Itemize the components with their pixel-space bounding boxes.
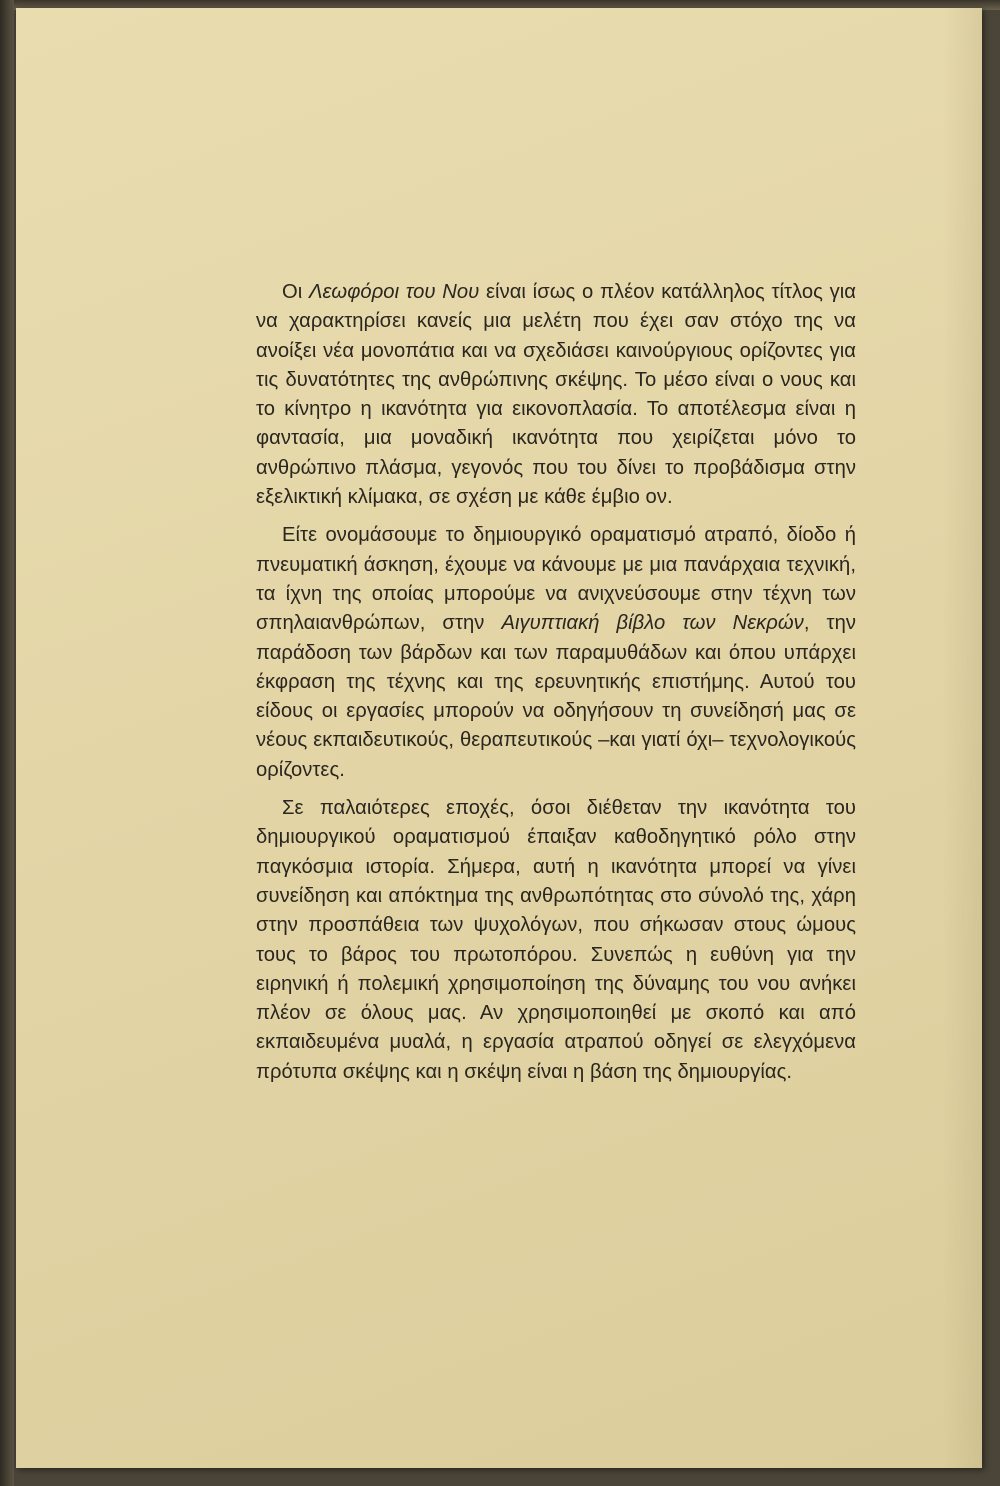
paragraph-2-text-before: Είτε ονομάσουμε το δημιουργικό οραματισμό ατραπό, δίοδο ή πνευματική άσκηση, έχουμε να κάνουμε με μια πανάρχαια τεχνική, τα ίχνη της οποίας μπορούμε να ανιχνεύσουμε στην τέχνη των σπηλαιανθρώπων, στην <box>256 524 856 635</box>
book-title-italic: Λεωφόροι του Νου <box>308 281 480 303</box>
blurb-paragraph-2 <box>256 521 856 785</box>
paragraph-3-text: Σε παλαιότερες εποχές, όσοι διέθεταν την ικανότητα του δημιουργικού οραματισμού έπαιξαν καθοδηγητικό ρόλο στην παγκόσμια ιστορία. Σήμερα, αυτή η ικανότητα μπορεί να γίνει συνείδηση και απόκτημα της ανθρωπότητας στο σύνολό της, χάρη στην προσπάθεια των ψυχολόγων, που σήκωσαν στους ώμους τους το βάρος του πρωτοπόρου. Συνεπώς η ευθύνη για την ειρηνική ή πολεμική χρησιμοποίηση της δύναμης του νου ανήκει πλέον σε όλους μας. Αν χρησιμοποιηθεί με σκοπό και από εκπαιδευμένα μυαλά, η εργασία ατραπού οδηγεί σε ελεγχόμενα πρότυπα σκέψης και η σκέψη είναι η βάση της δημιουργίας. <box>256 797 856 1083</box>
egyptian-book-title-italic: Αιγυπτιακή βίβλο των Νεκρών <box>501 612 804 635</box>
photo-edge-left <box>0 0 14 1486</box>
cover-blurb <box>256 278 856 1096</box>
blurb-paragraph-3 <box>256 794 856 1087</box>
blurb-paragraph-1 <box>256 278 856 512</box>
paragraph-2-text-after: , την παράδοση των βάρδων και των παραμυθάδων και όπου υπάρχει έκφραση της τέχνης και της ερευνητικής επιστήμης. Αυτού του είδους οι εργασίες μπορούν να οδηγήσουν τη συνείδησή μας σε νέους εκπαιδευτικούς, θεραπευτικούς –και γιατί όχι– τεχνολογικούς ορίζοντες. <box>256 612 857 781</box>
paragraph-1-text: είναι ίσως ο πλέον κατάλληλος τίτλος για να χαρακτηρίσει κανείς μια μελέτη που έχει σαν στόχο της να ανοίξει νέα μονοπάτια και να σχεδιάσει καινούργιους ορίζοντες για τις δυνατότητες της ανθρώπινης σκέψης. Το μέσο είναι ο νους και το κίνητρο η ικανότητα για εικονοπλασία. Το αποτέλεσμα είναι η φαντασία, μια μοναδική ικανότητα που χειρίζεται μόνο το ανθρώπινο πλάσμα, γεγονός που του δίνει το προβάδισμα στην εξελικτική κλίμακα, σε σχέση με κάθε έμβιο ον. <box>256 281 857 509</box>
paragraph-1-lead: Οι <box>282 281 309 303</box>
book-back-cover <box>16 8 982 1468</box>
